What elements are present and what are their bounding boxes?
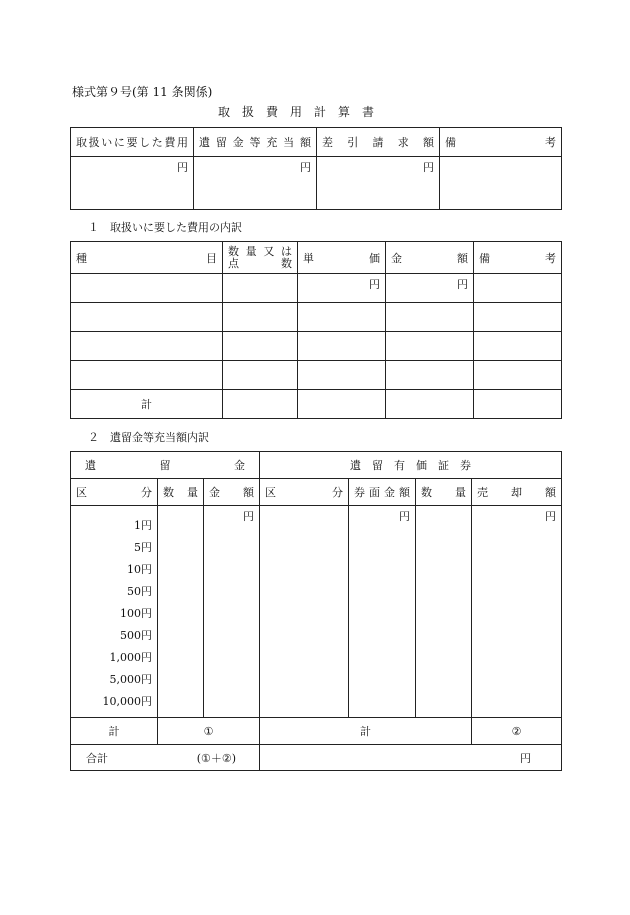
subtotal-mark-2: ② [472,718,562,745]
subtotal-label-securities: 計 [260,718,472,745]
subtotal-label: 計 [71,718,158,745]
form-number: 様式第９号(第 11 条関係) [72,85,213,99]
document-title: 取 扱 費 用 計 算 書 [218,105,375,119]
denomination: 500円 [120,629,152,642]
grand-total-formula: (①＋②) [196,751,236,765]
unit-yen: 円 [298,274,386,303]
denomination: 10円 [127,563,152,576]
table-row [71,303,562,332]
header-quantity [223,242,298,274]
section2-heading: ２ 遺留金等充当額内訳 [88,431,209,444]
header-classification: 区分 [71,479,158,506]
header-amount: 金額 [204,479,260,506]
header-handling-cost: 取扱いに要した費用 [71,128,194,157]
unit-yen: 円 [71,157,194,210]
denomination: 5円 [134,541,152,554]
unit-yen: 円 [349,506,416,718]
header-face-value: 券面金額 [349,479,416,506]
unit-yen: 円 [472,506,562,718]
grand-total-label: 合計 [86,751,108,765]
header-quantity-line1: 数量又は [228,244,292,258]
total-row [71,390,562,419]
securities-header: 遺 留 有 価 証 券 [260,452,562,479]
header-sale-amount: 売却額 [472,479,562,506]
denomination: 5,000円 [109,673,152,686]
cash-header: 遺 留 金 [71,452,260,479]
header-amount: 金額 [386,242,474,274]
grand-total-row [71,745,562,771]
header-appropriation: 遺留金等充当額 [194,128,317,157]
denomination: 50円 [127,585,152,598]
denomination: 10,000円 [102,695,152,708]
cost-breakdown-table [70,241,562,419]
header-quantity: 数量 [158,479,204,506]
subtotal-mark-1: ① [158,718,260,745]
header-classification-securities: 区分 [260,479,349,506]
header-remarks: 備考 [440,128,562,157]
header-remarks: 備考 [474,242,562,274]
header-net-claim: 差引請求額 [317,128,440,157]
grand-total-unit: 円 [260,745,562,771]
subtotal-row [71,718,562,745]
denomination: 1,000円 [109,651,152,664]
unit-yen: 円 [204,506,260,718]
table-row [71,332,562,361]
section1-heading: １ 取扱いに要した費用の内訳 [88,221,242,234]
unit-yen: 円 [194,157,317,210]
denomination-list [71,506,158,718]
appropriation-breakdown-table [70,451,562,771]
unit-yen: 円 [386,274,474,303]
header-unit-price: 単価 [298,242,386,274]
header-item: 種目 [71,242,223,274]
remarks-cell [440,157,562,210]
header-quantity-securities: 数量 [416,479,472,506]
header-quantity-line2: 点数 [228,256,292,270]
table-row [71,361,562,390]
total-label: 計 [71,390,223,419]
denomination: 1円 [134,519,152,532]
table-row [71,274,562,303]
denomination-area [71,506,562,718]
denomination: 100円 [120,607,152,620]
summary-table [70,127,562,210]
grand-total-cell [71,745,260,771]
unit-yen: 円 [317,157,440,210]
